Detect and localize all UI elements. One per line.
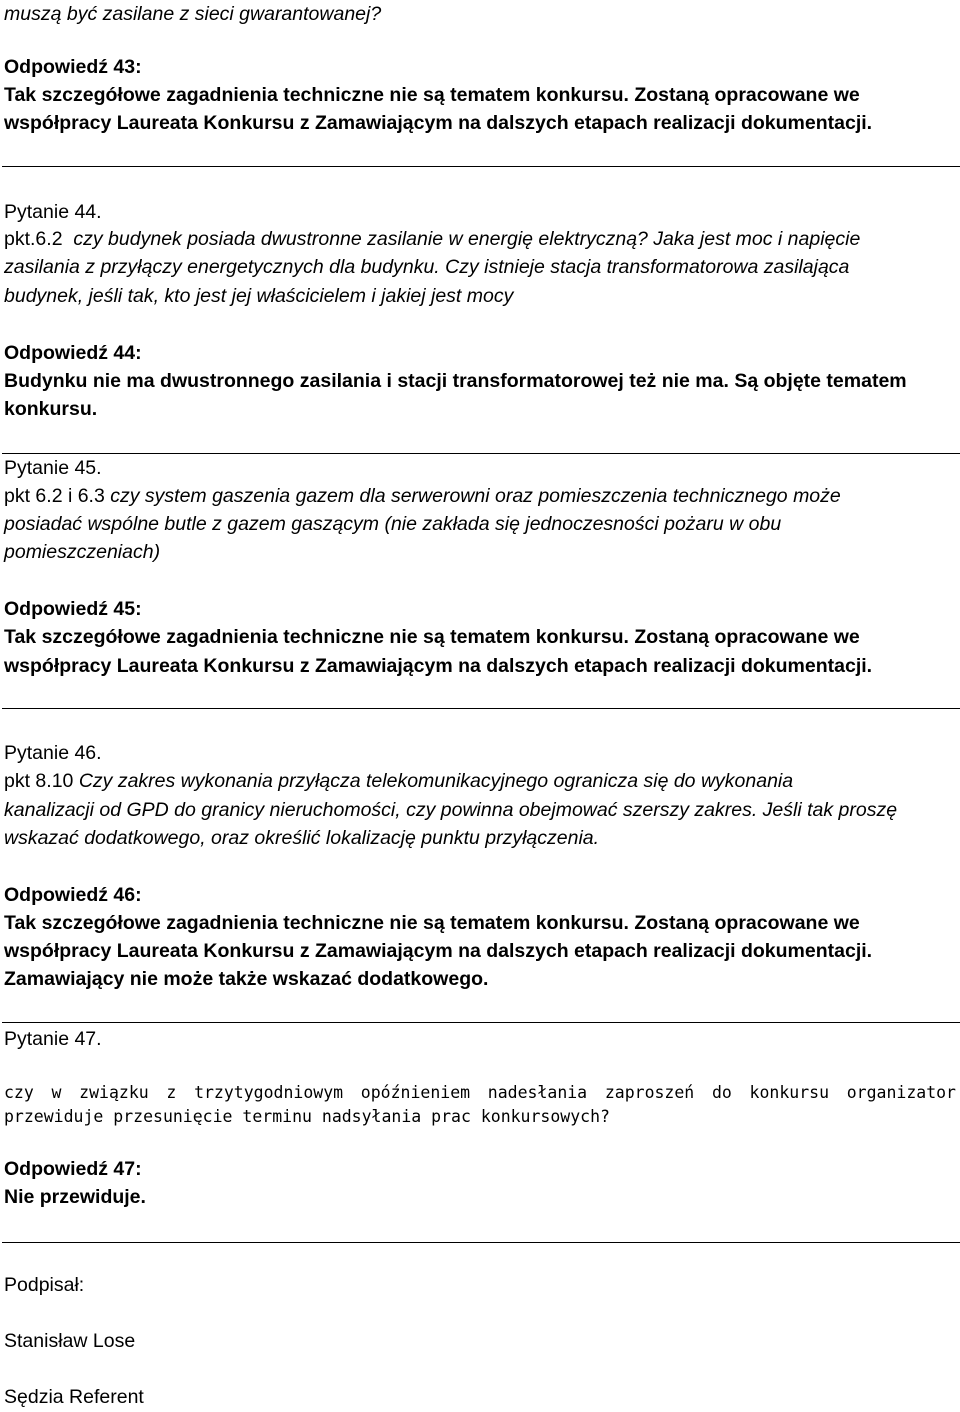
question-46-text: Czy zakres wykonania przyłącza telekomunikacyjnego ogranicza się do wykonania [78, 770, 794, 792]
answer-45-line: Tak szczegółowe zagadnienia techniczne nie są tematem konkursu. Zostaną opracowane we [4, 626, 860, 648]
question-47-text: przewiduje przesunięcie terminu nadsyłania prac konkursowych? [4, 1107, 610, 1126]
signature-name: Stanisław Lose [4, 1330, 136, 1352]
answer-44-line: Budynku nie ma dwustronnego zasilania i stacji transformatorowej też nie ma. Są objęte tematem [4, 370, 907, 392]
question-45-text: czy system gaszenia gazem dla serwerowni oraz pomieszczenia technicznego może [110, 485, 841, 507]
question-44-text: zasilania z przyłączy energetycznych dla budynku. Czy istnieje stacja transformatorowa zasilająca [4, 256, 850, 278]
answer-47-line: Nie przewiduje. [4, 1186, 146, 1208]
question-46-text: wskazać dodatkowego, oraz określić lokalizację punktu przyłączenia. [4, 827, 600, 849]
answer-43-line: Tak szczegółowe zagadnienia techniczne nie są tematem konkursu. Zostaną opracowane we [4, 84, 860, 106]
question-45-heading: Pytanie 45. [4, 457, 102, 479]
question-46-text: kanalizacji od GPD do granicy nieruchomości, czy powinna obejmować szerszy zakres. Jeśli tak proszę [4, 799, 898, 821]
answer-46-heading: Odpowiedź 46: [4, 884, 142, 906]
answer-43-heading: Odpowiedź 43: [4, 56, 142, 78]
answer-47-heading: Odpowiedź 47: [4, 1158, 142, 1180]
answer-44-heading: Odpowiedź 44: [4, 342, 142, 364]
question-45-ref: pkt 6.2 i 6.3 [4, 485, 105, 507]
answer-46-line: Zamawiający nie może także wskazać dodatkowego. [4, 968, 489, 990]
question-43-tail: muszą być zasilane z sieci gwarantowanej? [4, 3, 382, 25]
question-45-line-1 [4, 482, 841, 510]
question-45-text: posiadać wspólne butle z gazem gaszącym (nie zakłada się jednoczesności pożaru w obu [4, 513, 782, 535]
answer-46-line: Tak szczegółowe zagadnienia techniczne nie są tematem konkursu. Zostaną opracowane we [4, 912, 860, 934]
answer-46-line: współpracy Laureata Konkursu z Zamawiającym na dalszych etapach realizacji dokumentacji. [4, 940, 873, 962]
question-44-heading: Pytanie 44. [4, 201, 102, 223]
question-45-text: pomieszczeniach) [4, 541, 161, 563]
question-47-heading: Pytanie 47. [4, 1028, 102, 1050]
question-44-ref: pkt.6.2 [4, 228, 63, 250]
question-46-heading: Pytanie 46. [4, 742, 102, 764]
question-46-line-1 [4, 767, 793, 795]
question-44-text: czy budynek posiada dwustronne zasilanie w energię elektryczną? Jaka jest moc i napięcie [73, 228, 861, 250]
signature-label: Podpisał: [4, 1274, 85, 1296]
question-44-line-1 [4, 225, 860, 253]
separator-rule [2, 1242, 960, 1243]
answer-44-line: konkursu. [4, 398, 98, 420]
question-44-text: budynek, jeśli tak, kto jest jej właścicielem i jakiej jest mocy [4, 285, 514, 307]
answer-43-line: współpracy Laureata Konkursu z Zamawiającym na dalszych etapach realizacji dokumentacji. [4, 112, 873, 134]
answer-45-line: współpracy Laureata Konkursu z Zamawiającym na dalszych etapach realizacji dokumentacji. [4, 655, 873, 677]
separator-rule [2, 453, 960, 454]
answer-45-heading: Odpowiedź 45: [4, 598, 142, 620]
question-46-ref: pkt 8.10 [4, 770, 74, 792]
signature-role: Sędzia Referent [4, 1386, 144, 1408]
question-47-text: czy w związku z trzytygodniowym opóźnieniem nadesłania zaproszeń do konkursu organizator [4, 1083, 956, 1102]
separator-rule [2, 166, 960, 167]
separator-rule [2, 708, 960, 709]
separator-rule [2, 1022, 960, 1023]
